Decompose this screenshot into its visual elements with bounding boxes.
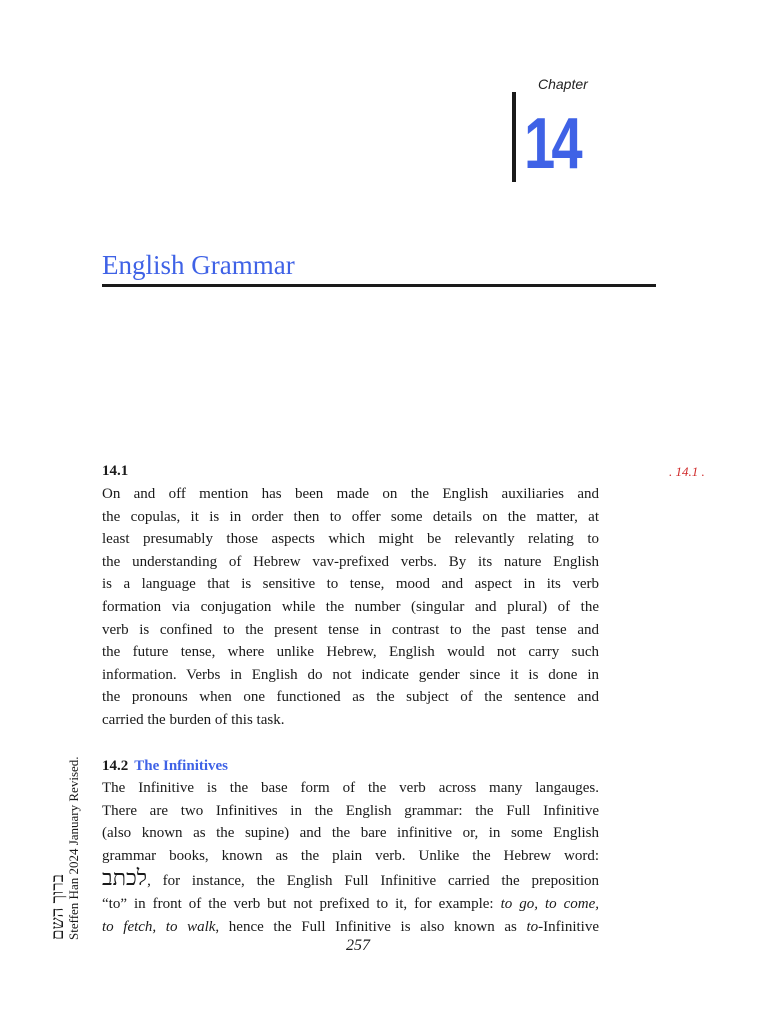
title-rule xyxy=(102,284,656,287)
paragraph-line: formation via conjugation while the number (singular and plural) of the xyxy=(102,598,599,615)
line-text: , hence the Full Infinitive is also known as xyxy=(215,918,527,935)
paragraph-line: grammar books, known as the plain verb. Unlike the Hebrew word: xyxy=(102,847,599,864)
sidebar-hebrew: ברוך השם xyxy=(48,874,67,940)
paragraph-line: On and off mention has been made on the English auxiliaries and xyxy=(102,486,599,502)
paragraph-line xyxy=(102,867,599,893)
paragraph-line: is a language that is sensitive to tense, mood and aspect in its verb xyxy=(102,576,599,593)
hebrew-word: לכתב xyxy=(102,865,148,891)
paragraph-line xyxy=(102,916,599,939)
paragraph-line: The Infinitive is the base form of the verb across many langauges. xyxy=(102,780,599,796)
example-italic: to fetch, to walk xyxy=(102,918,216,935)
chapter-number: 14 xyxy=(524,104,579,184)
page-number: 257 xyxy=(346,937,370,954)
paragraph-line xyxy=(102,893,599,916)
line-text: , for instance, the English Full Infinitive carried the preposition xyxy=(147,873,599,890)
line-text: -Infinitive xyxy=(538,918,599,935)
sidebar-credit xyxy=(50,756,82,940)
section-paragraph-14-2 xyxy=(102,777,599,938)
chapter-bar xyxy=(512,92,516,182)
example-italic: to go, to come, xyxy=(493,895,600,912)
line-text: “to” in front of the verb but not prefixed to it, for example: xyxy=(102,895,494,912)
paragraph-line: the copulas, it is in order then to offer some details on the matter, at xyxy=(102,508,599,525)
section-paragraph-14-1 xyxy=(102,483,599,732)
paragraph-line: carried the burden of this task. xyxy=(102,711,285,728)
section-number: 14.1 xyxy=(102,463,129,479)
paragraph-line: information. Verbs in English do not indicate gender since it is done in xyxy=(102,666,599,683)
paragraph-line: the pronouns when one functioned as the subject of the sentence and xyxy=(102,689,599,706)
paragraph-line: least presumably those aspects which might be relevantly relating to xyxy=(102,531,599,548)
section-title: The Infinitives xyxy=(134,758,229,774)
section-heading-14-2 xyxy=(102,755,228,777)
chapter-label: Chapter xyxy=(538,76,588,92)
section-heading-14-1 xyxy=(102,460,128,482)
margin-note: . 14.1 . xyxy=(669,464,705,479)
sidebar-text: Steffen Han 2024 January Revised. xyxy=(66,756,81,940)
paragraph-line: There are two Infinitives in the English grammar: the Full Infinitive xyxy=(102,802,599,819)
to-italic: to xyxy=(526,918,539,935)
paragraph-line: the future tense, where unlike Hebrew, English would not carry such xyxy=(102,644,599,661)
paragraph-line: (also known as the supine) and the bare infinitive or, in some English xyxy=(102,825,599,842)
paragraph-line: verb is confined to the present tense in contrast to the past tense and xyxy=(102,621,599,638)
section-number: 14.2 xyxy=(102,758,129,774)
paragraph-line: the understanding of Hebrew vav-prefixed verbs. By its nature English xyxy=(102,553,599,570)
chapter-title: English Grammar xyxy=(102,250,295,280)
